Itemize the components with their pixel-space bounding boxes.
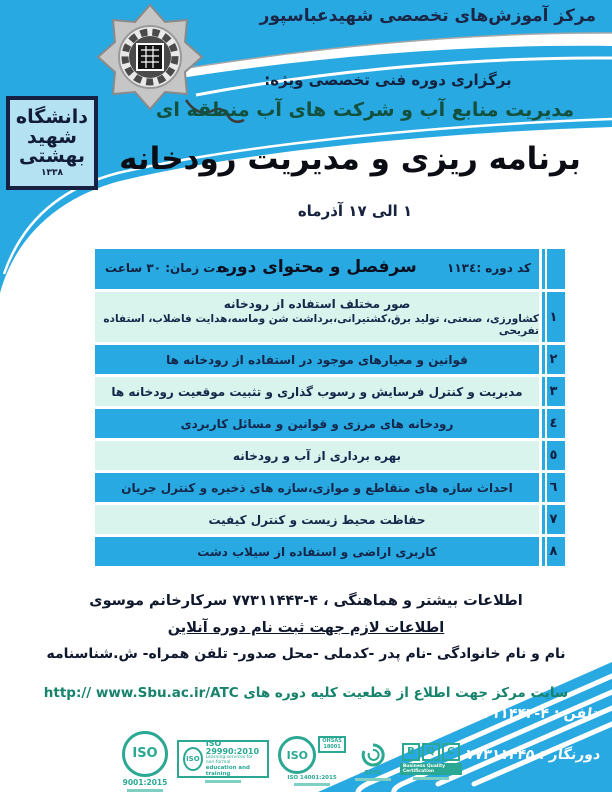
row-content bbox=[95, 377, 539, 406]
row-number: ٥ bbox=[542, 441, 565, 470]
row-text: قوانین و معیارهای موجود در استفاده از رودخانه ها bbox=[166, 352, 468, 367]
fax-label: دورنگار : bbox=[537, 747, 602, 763]
date-range: ۱ الی ۱۷ آذرماه bbox=[297, 202, 413, 220]
row-number: ٤ bbox=[542, 409, 565, 438]
table-row bbox=[95, 505, 565, 534]
bqc-logo-icon: B Q C Business Quality Certification bbox=[400, 743, 462, 780]
iso9001-badge: ISO bbox=[122, 731, 168, 777]
table-row bbox=[95, 473, 565, 502]
esyd-logo-icon bbox=[355, 741, 391, 781]
row-number: ٢ bbox=[542, 345, 565, 374]
row-text: کاربری اراضی و استفاده از سیلاب دشت bbox=[197, 544, 437, 559]
registration-info-line: اطلاعات لازم جهت ثبت نام دوره آنلاین bbox=[167, 620, 445, 636]
row-content bbox=[95, 409, 539, 438]
row-text: صور مختلف استفاده از رودخانه bbox=[223, 297, 411, 311]
training-center-emblem-icon bbox=[98, 5, 202, 109]
stamp-line-3: بهشتی bbox=[19, 145, 85, 168]
cert-number-bar bbox=[294, 783, 330, 786]
cert-number-bar bbox=[127, 789, 163, 792]
row-number: ٦ bbox=[542, 473, 565, 502]
table-row bbox=[95, 441, 565, 470]
table-row bbox=[95, 409, 565, 438]
iso29990-badge: ISO bbox=[183, 747, 203, 771]
row-content bbox=[95, 473, 539, 502]
row-subtext: کشاورزی، صنعتی، تولید برق،کشتیرانی،برداشت شن وماسه،هدایت فاضلاب، استفاده تفریحی bbox=[103, 313, 539, 337]
fax-number: ۷۷۳۱۱۴۴۵ bbox=[464, 747, 536, 763]
iso14001-badge: ISO bbox=[278, 736, 316, 774]
row-number: ٣ bbox=[542, 377, 565, 406]
fax-line bbox=[465, 747, 602, 763]
contact-info-line: اطلاعات بیشتر و هماهنگی ، ۴-۷۷۳۱۱۴۴۳ سرکارخانم موسوی bbox=[89, 593, 523, 609]
iso29990-desc2: education and training bbox=[205, 764, 250, 777]
phone-line bbox=[465, 706, 599, 722]
row-content bbox=[95, 537, 539, 566]
table-row bbox=[95, 345, 565, 374]
university-stamp bbox=[6, 96, 98, 190]
phone-label: تلفن : bbox=[552, 706, 600, 722]
website-line bbox=[40, 685, 572, 701]
table-row bbox=[95, 292, 565, 342]
table-title: سرفصل و محتوای دوره bbox=[217, 257, 417, 277]
esyd-label: ESYD bbox=[364, 770, 381, 776]
row-text: حفاظت محیط زیست و کنترل کیفیت bbox=[208, 512, 426, 527]
duration-label: مدت زمان: ۳۰ ساعت bbox=[105, 261, 230, 275]
row-text: احداث سازه های متقاطع و موازی،سازه های ذخیره و کنترل جریان bbox=[121, 480, 513, 495]
row-content bbox=[95, 505, 539, 534]
row-number: ١ bbox=[542, 292, 565, 342]
cert-number-bar bbox=[205, 780, 241, 783]
table-row bbox=[95, 537, 565, 566]
row-text: بهره برداری از آب و رودخانه bbox=[232, 448, 402, 463]
website-url[interactable]: http:// www.Sbu.ac.ir/ATC bbox=[43, 685, 239, 701]
iso14001-logo-icon bbox=[278, 736, 346, 786]
iso14001-code: ISO 14001:2015 bbox=[287, 775, 337, 781]
table-header-row bbox=[95, 249, 565, 289]
stamp-line-2: شهید bbox=[27, 125, 77, 148]
bqc-bar: Business Quality Certification bbox=[400, 763, 462, 775]
row-text: مدیریت و کنترل فرسایش و رسوب گذاری و تثبیت موقعیت رودخانه ها bbox=[111, 384, 523, 399]
row-content bbox=[95, 292, 539, 342]
table-header-cell bbox=[95, 249, 539, 289]
ohsas-badge: OHSAS 18001 bbox=[318, 736, 346, 753]
iso29990-desc1: Learning services for non-formal bbox=[205, 755, 253, 766]
course-title: برنامه ریزی و مدیریت رودخانه bbox=[119, 141, 581, 177]
iso29990-code: ISO 29990:2010 bbox=[205, 738, 260, 757]
row-number: ٧ bbox=[542, 505, 565, 534]
stamp-year: ۱۳۳۸ bbox=[41, 167, 63, 178]
iso29990-logo-icon bbox=[177, 740, 269, 783]
cert-number-bar bbox=[413, 777, 449, 780]
row-number: ٨ bbox=[542, 537, 565, 566]
course-content-table bbox=[95, 249, 565, 566]
certification-logos bbox=[122, 732, 462, 790]
course-code: کد دوره :۱۱۳٤ bbox=[447, 261, 531, 275]
intro-line: برگزاری دوره فنی تخصصی ویژه: bbox=[264, 71, 512, 89]
table-row bbox=[95, 377, 565, 406]
cert-number-bar bbox=[355, 778, 391, 781]
row-content bbox=[95, 441, 539, 470]
website-description: سایت مرکز جهت اطلاع از قطعیت کلیه دوره های bbox=[243, 685, 569, 701]
phone-number: ۴-۷۷۳۱۱۴۴۳ bbox=[465, 706, 551, 722]
stamp-line-1: دانشگاه bbox=[15, 106, 89, 129]
number-column-header bbox=[542, 249, 565, 289]
organization-title: مرکز آموزش‌های تخصصی شهیدعباسپور bbox=[259, 6, 596, 26]
iso9001-logo-icon bbox=[122, 731, 168, 792]
subtitle-line: مدیریت منابع آب و شرکت های آب منطقه ای bbox=[155, 99, 575, 121]
iso9001-code: 9001:2015 bbox=[122, 777, 168, 787]
row-content bbox=[95, 345, 539, 374]
required-fields-line: نام و نام خانوادگی -نام پدر -کدملی -محل صدور- تلفن همراه- ش.شناسنامه bbox=[46, 646, 566, 662]
row-text: رودخانه های مرزی و قوانین و مسائل کاربردی bbox=[180, 416, 454, 431]
